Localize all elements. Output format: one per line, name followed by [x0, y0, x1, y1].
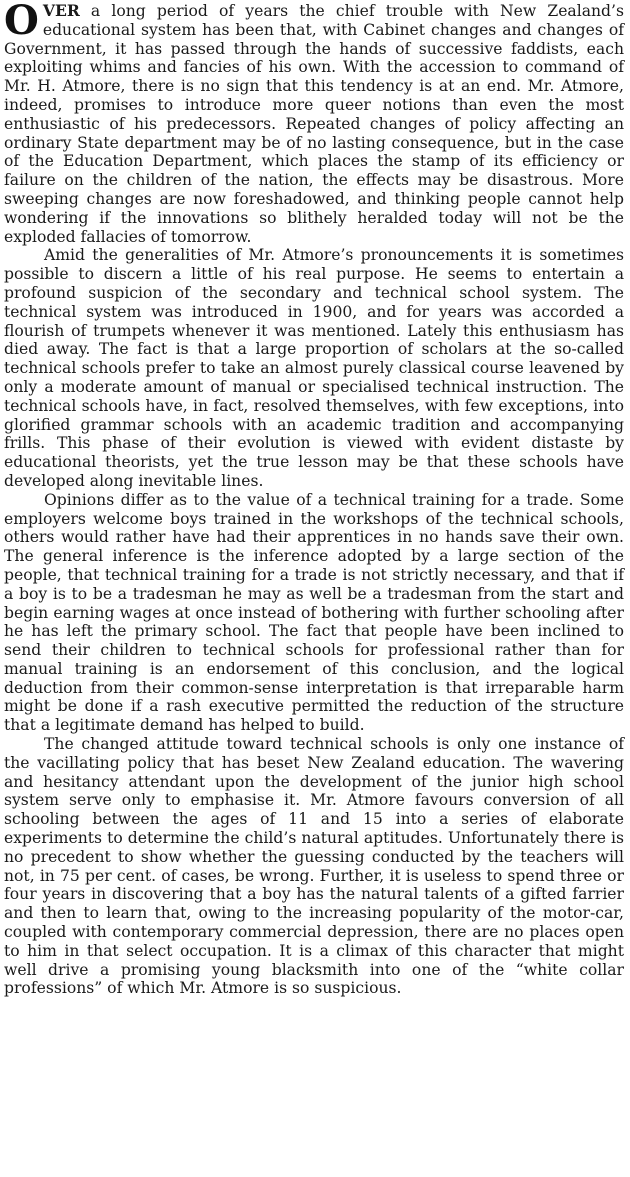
lead-word: VER: [42, 1, 80, 20]
paragraph-2: Amid the generalities of Mr. Atmore’s pronouncements it is sometimes possible to discern a little of his real purpose. He seems to entertain a profound suspicion of the secondary and technical school system. The technical system was introduced in 1900, and for years was accorded a flourish of trumpets whenever it was mentioned. Lately this enthusiasm has died away. The fact is that a large proportion of scholars at the so-called technical schools prefer to take an almost purely classical course leavened by only a moderate amount of manual or specialised technical instruction. The technical schools have, in fact, resolved themselves, with few exceptions, into glorified grammar schools with an academic tradition and accompanying frills. This phase of their evolution is viewed with evident distaste by educational theorists, yet the true lesson may be that these schools have developed along inevitable lines.: [4, 246, 624, 490]
drop-cap: O: [4, 0, 39, 44]
paragraph-4: The changed attitude toward technical schools is only one instance of the vacillating policy that has beset New Zealand education. The wavering and hesitancy attendant upon the development of the junior high school system serve only to emphasise it. Mr. Atmore favours conversion of all schooling between the ages of 11 and 15 into a series of elaborate experiments to determine the child’s natural aptitudes. Unfortunately there is no precedent to show whether the guessing conducted by the teachers will not, in 75 per cent. of cases, be wrong. Further, it is useless to spend three or four years in discovering that a boy has the natural talents of a gifted farrier and then to learn that, owing to the increasing popularity of the motor-car, coupled with contemporary commercial depression, there are no places open to him in that select occupation. It is a climax of this character that might well drive a promising young blacksmith into one of the “white collar professions” of which Mr. Atmore is so suspicious.: [4, 735, 624, 998]
paragraph-1: [4, 2, 624, 246]
paragraph-3: Opinions differ as to the value of a technical training for a trade. Some employers welcome boys trained in the workshops of the technical schools, others would rather have had their apprentices in no hands save their own. The general inference is the inference adopted by a large section of the people, that technical training for a trade is not strictly necessary, and that if a boy is to be a tradesman he may as well be a tradesman from the start and begin earning wages at once instead of bothering with further schooling after he has left the primary school. The fact that people have been inclined to send their children to technical schools for professional rather than for manual training is an endorsement of this conclusion, and the logical deduction from their common-sense interpretation is that irreparable harm might be done if a rash executive permitted the reduction of the structure that a legitimate demand has helped to build.: [4, 490, 624, 735]
newspaper-editorial: [4, 2, 624, 998]
paragraph-1-text: a long period of years the chief trouble with New Zealand’s educational system has been that, with Cabinet changes and changes of Government, it has passed through the hands of successive faddists, each exploiting whims and fancies of his own. With the accession to command of Mr. H. Atmore, there is no sign that this tendency is at an end. Mr. Atmore, indeed, promises to introduce more queer notions than even the most enthusiastic of his predecessors. Repeated changes of policy affecting an ordinary State department may be of no lasting consequence, but in the case of the Education Department, which places the stamp of its efficiency or failure on the children of the nation, the effects may be disastrous. More sweeping changes are now foreshadowed, and thinking people cannot help wondering if the innovations so blithely heralded today will not be the exploded fallacies of tomorrow.: [4, 2, 624, 246]
